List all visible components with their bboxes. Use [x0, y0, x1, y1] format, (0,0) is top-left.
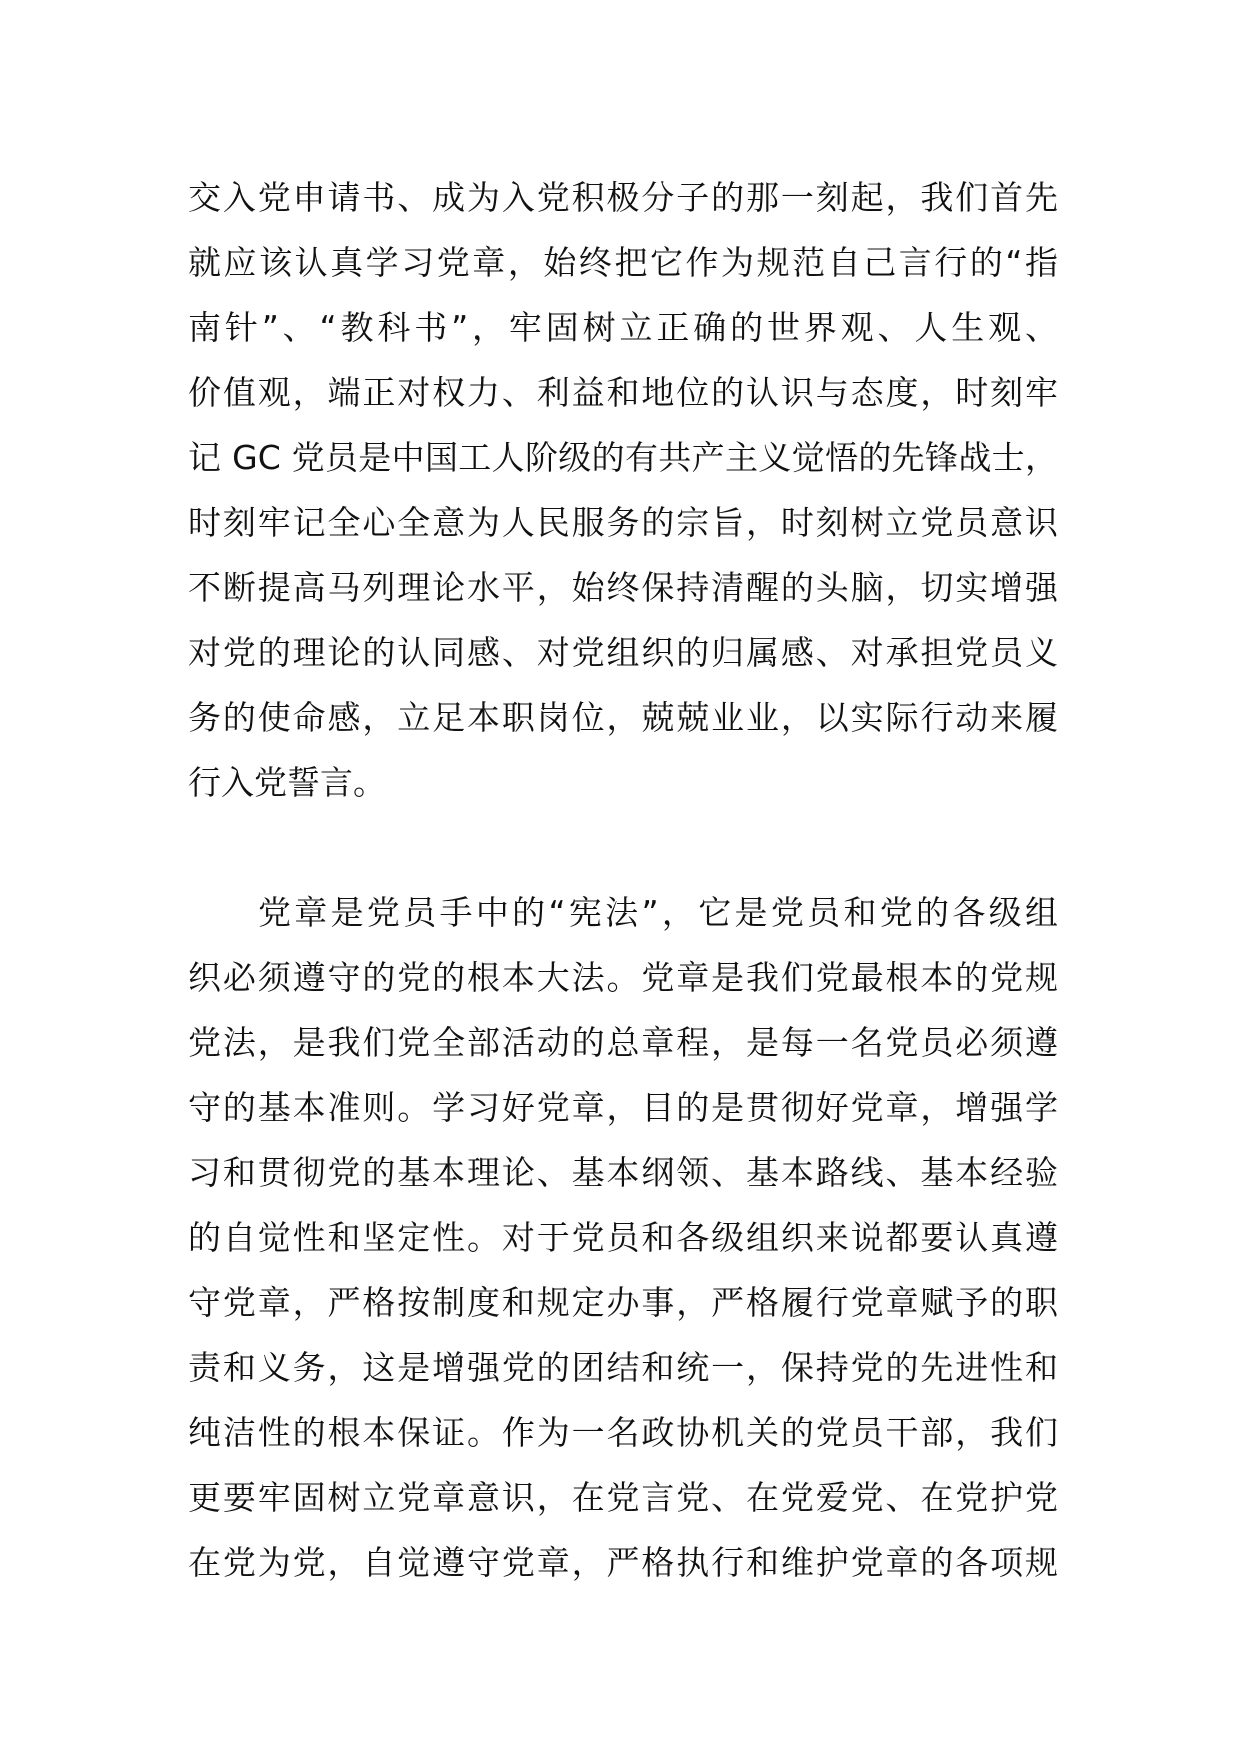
text-line: 守的基本准则。学习好党章，目的是贯彻好党章，增强学 [188, 1088, 1058, 1127]
text-line: 时刻牢记全心全意为人民服务的宗旨，时刻树立党员意识 [188, 503, 1058, 542]
text-line: 习和贯彻党的基本理论、基本纲领、基本路线、基本经验 [188, 1153, 1058, 1192]
text-line: 行入党誓言。 [188, 763, 386, 802]
text-line: 党章是党员手中的“宪法”，它是党员和党的各级组 [258, 893, 1058, 932]
text-line: 更要牢固树立党章意识，在党言党、在党爱党、在党护党 [188, 1478, 1058, 1517]
text-line: 在党为党，自觉遵守党章，严格执行和维护党章的各项规 [188, 1543, 1058, 1582]
text-line: 对党的理论的认同感、对党组织的归属感、对承担党员义 [188, 633, 1058, 672]
paragraph-2 [188, 880, 1058, 1595]
text-line: 务的使命感，立足本职岗位，兢兢业业，以实际行动来履 [188, 698, 1058, 737]
text-line: 织必须遵守的党的根本大法。党章是我们党最根本的党规 [188, 958, 1058, 997]
text-line: 就应该认真学习党章，始终把它作为规范自己言行的“指 [188, 243, 1058, 282]
text-line: 守党章，严格按制度和规定办事，严格履行党章赋予的职 [188, 1283, 1058, 1322]
text-line: 党法，是我们党全部活动的总章程，是每一名党员必须遵 [188, 1023, 1058, 1062]
text-line: 价值观，端正对权力、利益和地位的认识与态度，时刻牢 [188, 373, 1058, 412]
paragraph-1 [188, 165, 1058, 815]
text-line: 不断提高马列理论水平，始终保持清醒的头脑，切实增强 [188, 568, 1058, 607]
text-line: 纯洁性的根本保证。作为一名政协机关的党员干部，我们 [188, 1413, 1058, 1452]
text-line: 责和义务，这是增强党的团结和统一，保持党的先进性和 [188, 1348, 1058, 1387]
text-line: 南针”、“教科书”，牢固树立正确的世界观、人生观、 [188, 308, 1058, 347]
text-line: 记 GC 党员是中国工人阶级的有共产主义觉悟的先锋战士， [188, 438, 1058, 477]
text-line: 交入党申请书、成为入党积极分子的那一刻起，我们首先 [188, 178, 1058, 217]
text-line: 的自觉性和坚定性。对于党员和各级组织来说都要认真遵 [188, 1218, 1058, 1257]
